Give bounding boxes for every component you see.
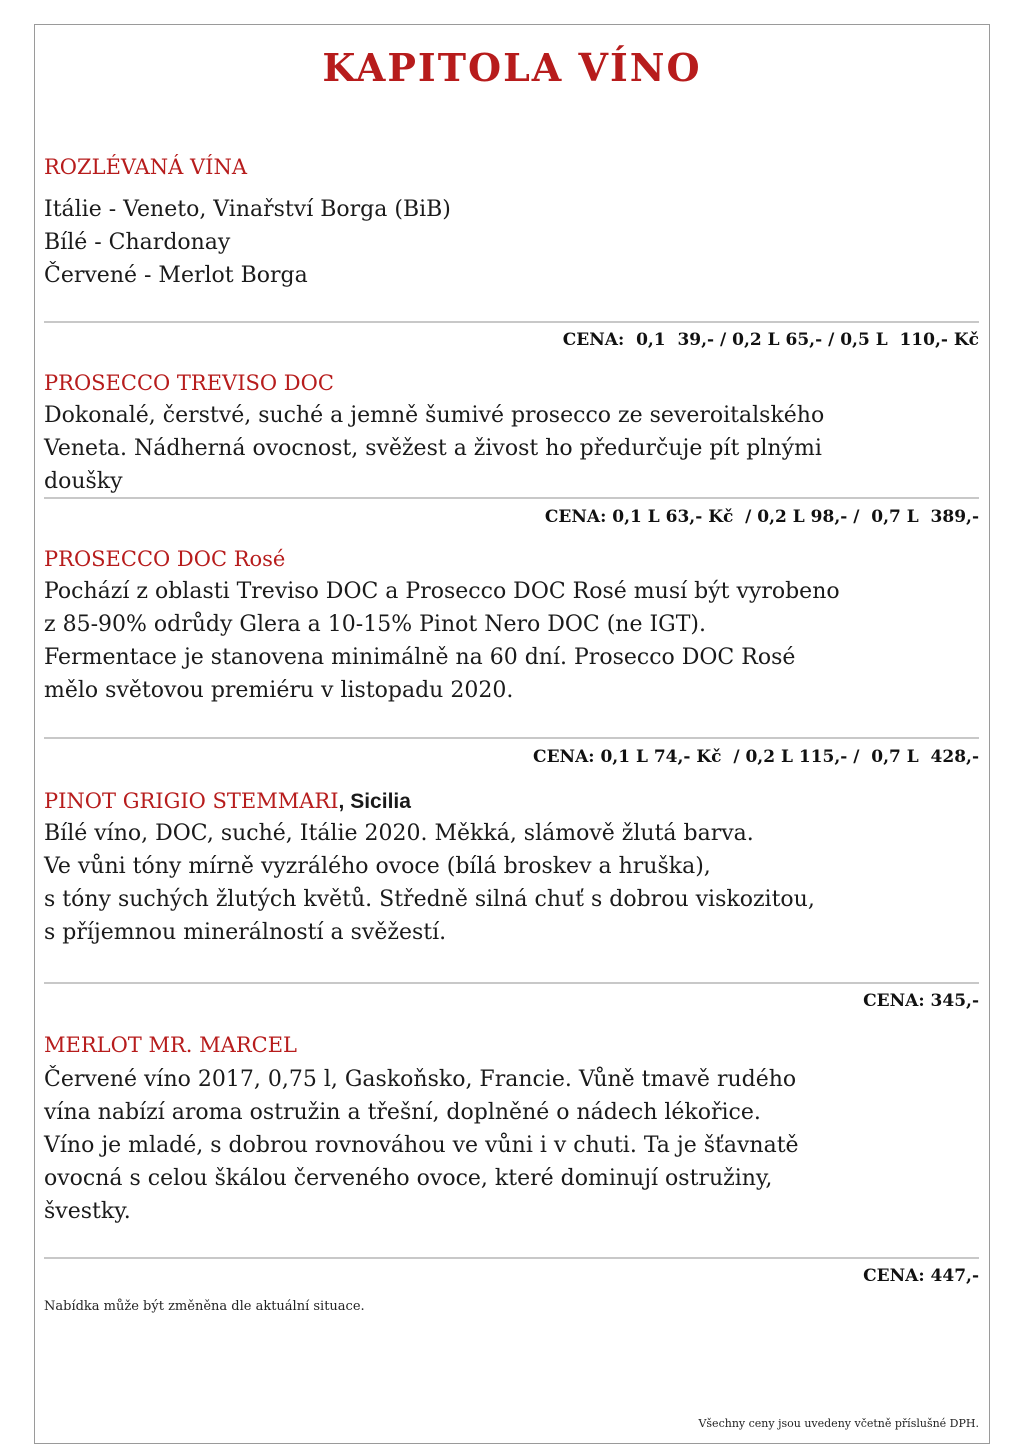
description-line: Dokonalé, čerstvé, suché a jemně šumivé prosecco ze severoitalského	[44, 403, 825, 428]
price-line: CENA: 0,1 L 63,- Kč / 0,2 L 98,- / 0,7 L 389,-	[544, 507, 979, 527]
description-line: Víno je mladé, s dobrou rovnováhou ve vůni i v chuti. Ta je šťavnatě	[44, 1133, 799, 1158]
price-line: CENA: 0,1 39,- / 0,2 L 65,- / 0,5 L 110,- Kč	[562, 330, 979, 350]
description-line: vína nabízí aroma ostružin a třešní, doplněné o nádech lékořice.	[44, 1100, 761, 1125]
divider	[44, 321, 979, 323]
section-description	[44, 193, 984, 292]
description-line: Bílé - Chardonay	[44, 230, 231, 255]
description-line: švestky.	[44, 1199, 131, 1224]
divider	[44, 497, 979, 499]
description-line: Fermentace je stanovena minimálně na 60 dní. Prosecco DOC Rosé	[44, 645, 796, 670]
description-line: Bílé víno, DOC, suché, Itálie 2020. Měkká, slámově žlutá barva.	[44, 821, 754, 846]
description-line: Itálie - Veneto, Vinařství Borga (BiB)	[44, 197, 451, 222]
description-line: z 85-90% odrůdy Glera a 10-15% Pinot Nero DOC (ne IGT).	[44, 612, 706, 637]
section-heading-prosecco-treviso: PROSECCO TREVISO DOC	[44, 371, 334, 395]
description-line: s tóny suchých žlutých květů. Středně silná chuť s dobrou viskozitou,	[44, 887, 815, 912]
price-line: CENA: 0,1 L 74,- Kč / 0,2 L 115,- / 0,7 L 428,-	[533, 747, 979, 767]
heading-region: , Sicilia	[338, 790, 411, 813]
price-line: CENA: 345,-	[863, 991, 979, 1011]
availability-note: Nabídka může být změněna dle aktuální situace.	[44, 1299, 365, 1314]
description-line: Červené - Merlot Borga	[44, 263, 308, 288]
section-description	[44, 817, 984, 949]
section-description	[44, 575, 984, 707]
description-line: ovocná s celou škálou červeného ovoce, které dominují ostružiny,	[44, 1166, 773, 1191]
section-heading-pinot-grigio	[44, 789, 411, 814]
description-line: doušky	[44, 469, 123, 494]
description-line: Červené víno 2017, 0,75 l, Gaskoňsko, Francie. Vůně tmavě rudého	[44, 1067, 797, 1092]
section-heading-prosecco-rose: PROSECCO DOC Rosé	[44, 547, 286, 571]
divider	[44, 737, 979, 739]
section-heading-merlot: MERLOT MR. MARCEL	[44, 1033, 297, 1057]
description-line: Veneta. Nádherná ovocnost, svěžest a živost ho předurčuje pít plnými	[44, 436, 822, 461]
description-line: mělo světovou premiéru v listopadu 2020.	[44, 678, 514, 703]
price-line: CENA: 447,-	[863, 1266, 979, 1286]
vat-note: Všechny ceny jsou uvedeny včetně příslušné DPH.	[698, 1417, 979, 1430]
section-heading-rozlevana: ROZLÉVANÁ VÍNA	[44, 155, 248, 179]
page-title: KAPITOLA VÍNO	[322, 45, 702, 90]
heading-wine-name: PINOT GRIGIO STEMMARI	[44, 789, 339, 813]
description-line: Ve vůni tóny mírně vyzrálého ovoce (bílá broskev a hruška),	[44, 854, 711, 879]
description-line: s příjemnou minerálností a svěžestí.	[44, 920, 447, 945]
description-line: Pochází z oblasti Treviso DOC a Prosecco DOC Rosé musí být vyrobeno	[44, 579, 840, 604]
divider	[44, 1257, 979, 1259]
section-description	[44, 399, 984, 498]
section-description	[44, 1063, 984, 1228]
divider	[44, 982, 979, 984]
menu-page	[34, 24, 990, 1444]
